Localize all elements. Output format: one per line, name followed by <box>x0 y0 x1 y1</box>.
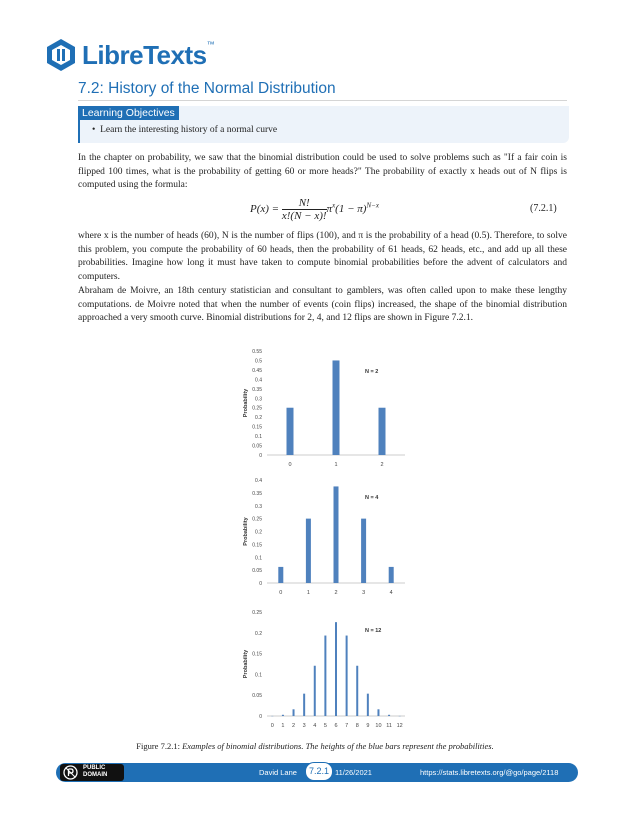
x-tick-label: 1 <box>281 723 285 729</box>
x-tick-label: 3 <box>302 723 306 729</box>
y-tick-label: 0.55 <box>252 349 262 355</box>
y-tick-label: 0.3 <box>255 503 262 510</box>
paragraph-intro: In the chapter on probability, we saw that the binomial distribution could be used to solve problems such as "If a fair coin is flipped 100 times, what is the probability of getting 60 or more heads?" The probability of exactly x heads out of N flips is computed using the formula: <box>78 153 567 190</box>
bar <box>287 408 294 455</box>
x-tick-label: 9 <box>366 723 370 729</box>
equation-number: (7.2.1) <box>530 203 557 214</box>
logo-text: LibreTexts™ <box>82 40 215 70</box>
figure-caption: Figure 7.2.1: Examples of binomial distributions. The heights of the blue bars represent the probabilities. <box>136 741 494 751</box>
footer-date: 11/26/2021 <box>335 768 372 777</box>
y-tick-label: 0.35 <box>252 386 262 393</box>
bar <box>356 666 358 716</box>
binomial-equation: P(x) = $\frac{N!}{x!(N - x)!}$ $\pi^x(1 - \pi)^{N-x}$ <box>250 197 379 222</box>
bar <box>306 519 311 583</box>
y-tick-label: 0 <box>259 581 262 587</box>
x-tick-label: 12 <box>396 723 403 729</box>
y-tick-label: 0.15 <box>252 424 262 431</box>
y-tick-label: 0.35 <box>252 490 262 497</box>
y-tick-label: 0.25 <box>252 516 262 523</box>
bar <box>324 636 326 716</box>
learning-objective-item: • Learn the interesting history of a normal curve <box>92 125 278 135</box>
y-axis-label: Probability <box>243 517 249 546</box>
y-tick-label: 0.05 <box>252 568 262 575</box>
y-axis-label: Probability <box>243 649 249 679</box>
bar <box>361 519 366 583</box>
y-tick-label: 0 <box>259 453 262 459</box>
y-tick-label: 0 <box>259 714 262 720</box>
y-tick-label: 0.2 <box>255 630 262 637</box>
bar <box>282 715 284 716</box>
page-title: 7.2: History of the Normal Distribution <box>78 80 336 97</box>
x-tick-label: 6 <box>334 723 338 729</box>
y-tick-label: 0.25 <box>252 610 262 616</box>
bar <box>278 567 283 583</box>
y-tick-label: 0.5 <box>255 358 262 365</box>
public-domain-icon <box>63 765 78 780</box>
bar <box>367 694 369 716</box>
x-tick-label: 4 <box>389 590 393 596</box>
y-tick-label: 0.3 <box>255 396 262 403</box>
public-domain-text: PUBLIC DOMAIN <box>83 765 108 778</box>
bar <box>389 567 394 583</box>
bar <box>333 360 340 455</box>
bar <box>334 486 339 583</box>
y-tick-label: 0.1 <box>255 672 262 679</box>
x-tick-label: 0 <box>270 723 274 729</box>
y-tick-label: 0.4 <box>255 377 262 384</box>
bar <box>377 709 379 716</box>
paragraph-de-moivre: Abraham de Moivre, an 18th century statistician and consultant to gamblers, was often called upon to make these lengthy computations. de Moivre noted that when the number of events (coin flips) increased, the shape of the binomial distribution approached a very smooth curve. Binomial distributions for 2, 4, and 12 flips are shown in Figure 7.2.1. <box>78 286 567 323</box>
x-tick-label: 0 <box>288 462 292 468</box>
y-tick-label: 0.15 <box>252 651 262 658</box>
x-tick-label: 0 <box>279 590 283 596</box>
x-tick-label: 2 <box>334 590 338 596</box>
y-tick-label: 0.15 <box>252 542 262 549</box>
bar <box>303 694 305 716</box>
y-tick-label: 0.05 <box>252 693 262 700</box>
chart-title: N = 2 <box>365 369 379 375</box>
bar <box>388 715 390 716</box>
y-tick-label: 0.45 <box>252 367 262 374</box>
footer-author: David Lane <box>259 768 297 777</box>
y-tick-label: 0.4 <box>255 478 262 484</box>
x-tick-label: 4 <box>313 723 317 729</box>
y-tick-label: 0.25 <box>252 405 262 412</box>
x-tick-label: 2 <box>380 462 384 468</box>
x-tick-label: 7 <box>345 723 349 729</box>
x-tick-label: 2 <box>292 723 296 729</box>
bar <box>293 709 295 716</box>
footer-url[interactable]: https://stats.libretexts.org/@go/page/2118 <box>420 768 559 777</box>
y-tick-label: 0.1 <box>255 434 262 441</box>
footer-page-number: 7.2.1 <box>305 762 333 781</box>
y-tick-label: 0.2 <box>255 415 262 422</box>
chart-title: N = 4 <box>365 495 379 501</box>
learning-objectives-label: Learning Objectives <box>78 106 179 120</box>
x-tick-label: 1 <box>306 590 310 596</box>
x-tick-label: 10 <box>375 723 382 729</box>
bar <box>335 622 337 716</box>
x-tick-label: 11 <box>386 723 392 729</box>
x-tick-label: 3 <box>362 590 366 596</box>
paragraph-explanation: where x is the number of heads (60), N is the number of flips (100), and π is the probability of a head (0.5). Therefore, to solve this problem, you compute the probability of 60 heads, then the probability of 61 heads, 62 heads, etc., and add up all these probabilities. Imagine how long it must have taken to compute binomial probabilities before the advent of calculators and computers. <box>78 231 567 282</box>
bar <box>346 636 348 716</box>
x-tick-label: 5 <box>323 723 327 729</box>
y-tick-label: 0.2 <box>255 529 262 536</box>
y-tick-label: 0.05 <box>252 443 262 450</box>
bar <box>314 666 316 716</box>
x-tick-label: 1 <box>334 462 338 468</box>
x-tick-label: 8 <box>355 723 359 729</box>
y-tick-label: 0.1 <box>255 555 262 562</box>
bar <box>379 408 386 455</box>
y-axis-label: Probability <box>243 388 249 418</box>
chart-title: N = 12 <box>365 628 382 634</box>
